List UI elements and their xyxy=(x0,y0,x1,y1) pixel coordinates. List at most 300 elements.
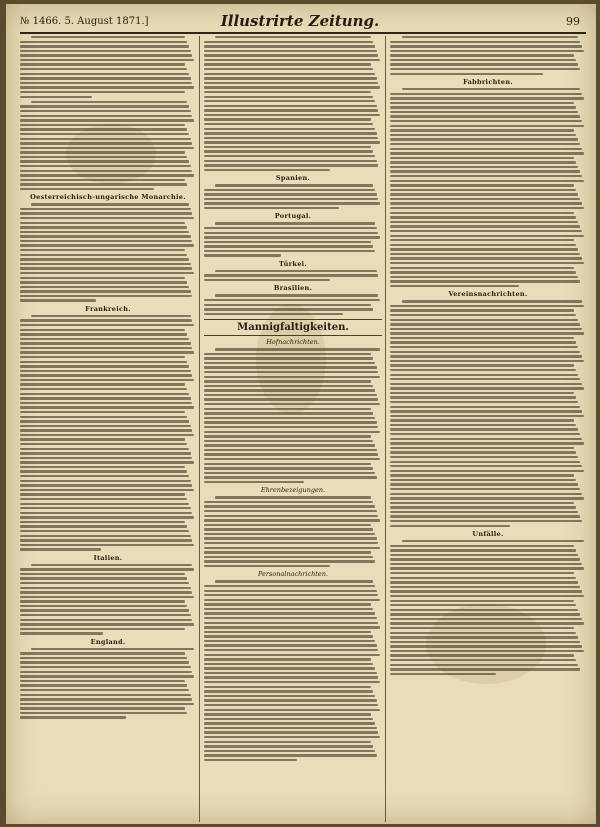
text-line xyxy=(20,45,189,47)
text-block xyxy=(204,184,382,209)
text-line xyxy=(204,453,378,455)
text-line xyxy=(20,91,185,93)
text-line xyxy=(390,68,580,70)
column-divider xyxy=(385,36,386,822)
text-line xyxy=(20,582,189,584)
text-line xyxy=(390,604,576,606)
text-line xyxy=(204,467,373,469)
text-line xyxy=(390,590,582,592)
text-line xyxy=(20,470,187,472)
text-line xyxy=(390,636,578,638)
text-line xyxy=(204,741,371,743)
text-line xyxy=(204,308,373,310)
text-block xyxy=(20,564,196,635)
text-line xyxy=(20,461,194,463)
text-line xyxy=(20,666,191,668)
main-section-heading: Mannigfaltigkeiten. xyxy=(204,319,382,336)
text-line xyxy=(20,86,194,88)
text-line xyxy=(204,45,375,47)
text-line xyxy=(204,274,378,276)
text-block xyxy=(390,36,586,75)
text-line xyxy=(20,628,185,630)
text-line xyxy=(204,398,378,400)
text-line xyxy=(20,347,192,349)
text-line xyxy=(390,609,578,611)
text-line xyxy=(20,183,187,185)
text-line xyxy=(215,184,373,186)
text-line xyxy=(20,489,194,491)
text-line xyxy=(390,673,496,675)
text-line xyxy=(20,661,189,663)
text-line xyxy=(390,271,576,273)
text-line xyxy=(390,622,584,624)
text-block xyxy=(204,36,382,171)
text-line xyxy=(204,59,380,61)
text-line xyxy=(204,649,378,651)
text-line xyxy=(390,581,578,583)
text-line xyxy=(390,424,576,426)
text-line xyxy=(204,376,380,378)
text-line xyxy=(204,594,378,596)
text-line xyxy=(390,659,576,661)
text-line xyxy=(390,253,580,255)
text-line xyxy=(390,323,580,325)
text-line xyxy=(402,540,584,542)
text-line xyxy=(204,617,377,619)
text-line xyxy=(204,476,377,478)
text-line xyxy=(20,379,194,381)
text-line xyxy=(20,370,191,372)
text-line xyxy=(204,68,373,70)
text-line xyxy=(204,169,330,171)
text-line xyxy=(390,506,576,508)
section-heading: Italien. xyxy=(93,553,123,562)
text-line xyxy=(390,115,580,117)
text-line xyxy=(20,684,187,686)
text-line xyxy=(20,54,192,56)
text-line xyxy=(204,537,377,539)
text-line xyxy=(390,668,580,670)
text-line xyxy=(204,426,378,428)
text-line xyxy=(390,341,576,343)
text-line xyxy=(390,54,574,56)
text-block xyxy=(390,300,586,527)
text-line xyxy=(204,731,378,733)
text-line xyxy=(20,420,189,422)
text-line xyxy=(20,544,194,546)
text-line xyxy=(20,516,194,518)
text-line xyxy=(20,475,189,477)
text-line xyxy=(204,362,375,364)
text-line xyxy=(204,565,330,567)
text-line xyxy=(204,371,378,373)
text-line xyxy=(20,716,126,718)
text-line xyxy=(390,563,582,565)
text-line xyxy=(204,250,375,252)
text-line xyxy=(215,222,375,224)
text-line xyxy=(204,389,375,391)
text-line xyxy=(390,166,578,168)
text-line xyxy=(390,392,574,394)
text-block xyxy=(20,101,196,190)
text-line xyxy=(20,573,185,575)
text-line xyxy=(390,239,574,241)
text-line xyxy=(204,515,378,517)
text-line xyxy=(390,451,576,453)
text-line xyxy=(402,36,578,38)
text-line xyxy=(20,703,194,705)
text-line xyxy=(20,41,187,43)
text-line xyxy=(20,429,192,431)
text-line xyxy=(390,351,580,353)
text-line xyxy=(204,599,380,601)
text-line xyxy=(390,161,576,163)
text-line xyxy=(20,138,191,140)
text-line xyxy=(204,524,371,526)
text-line xyxy=(215,270,377,272)
text-line xyxy=(390,360,584,362)
text-line xyxy=(390,170,580,172)
text-line xyxy=(204,505,375,507)
text-line xyxy=(20,188,154,190)
issue-info: № 1466. 5. August 1871.] xyxy=(20,15,149,27)
text-line xyxy=(20,623,194,625)
text-line xyxy=(204,754,377,756)
text-line xyxy=(204,533,375,535)
text-line xyxy=(204,421,377,423)
section-heading: Fabbrichten. xyxy=(463,78,513,87)
text-block xyxy=(20,36,196,98)
subsection-heading: Ehrenbezeigungen. xyxy=(260,486,326,495)
text-line xyxy=(20,657,187,659)
text-line xyxy=(204,412,373,414)
text-line xyxy=(390,558,580,560)
text-line xyxy=(20,351,194,353)
text-line xyxy=(402,300,582,302)
text-line xyxy=(204,189,375,191)
text-line xyxy=(20,124,185,126)
text-line xyxy=(204,299,380,301)
text-line xyxy=(390,221,578,223)
text-line xyxy=(20,277,185,279)
text-line xyxy=(390,438,582,440)
text-block xyxy=(204,294,382,315)
text-line xyxy=(204,458,380,460)
text-line xyxy=(204,193,377,195)
text-line xyxy=(390,428,578,430)
text-line xyxy=(20,619,192,621)
text-line xyxy=(20,530,189,532)
text-line xyxy=(20,342,191,344)
text-line xyxy=(20,675,194,677)
text-line xyxy=(31,203,189,205)
column-2 xyxy=(204,36,382,822)
text-line xyxy=(390,120,582,122)
text-line xyxy=(20,174,194,176)
text-block xyxy=(204,270,382,282)
text-line xyxy=(20,338,189,340)
text-line xyxy=(390,148,582,150)
text-line xyxy=(20,286,189,288)
text-line xyxy=(204,690,373,692)
text-line xyxy=(390,309,574,311)
text-line xyxy=(204,608,373,610)
text-line xyxy=(390,488,580,490)
section-heading: England. xyxy=(90,637,126,646)
section-heading: Spanien. xyxy=(275,174,311,183)
text-line xyxy=(20,652,185,654)
page-number: 99 xyxy=(566,14,581,28)
text-line xyxy=(20,712,187,714)
text-line xyxy=(20,406,194,408)
text-line xyxy=(20,82,192,84)
text-line xyxy=(20,254,187,256)
text-line xyxy=(390,415,584,417)
text-line xyxy=(390,125,584,127)
text-line xyxy=(390,479,576,481)
text-line xyxy=(204,654,380,656)
text-line xyxy=(20,600,185,602)
text-line xyxy=(204,750,375,752)
text-line xyxy=(204,547,380,549)
text-line xyxy=(204,50,377,52)
column-divider xyxy=(199,36,200,822)
text-line xyxy=(31,36,186,38)
text-line xyxy=(204,304,371,306)
subsection-heading: Hofnachrichten. xyxy=(266,338,320,347)
text-line xyxy=(20,170,192,172)
text-line xyxy=(20,503,189,505)
text-line xyxy=(20,591,192,593)
text-line xyxy=(20,671,192,673)
text-line xyxy=(20,324,194,326)
text-line xyxy=(20,231,189,233)
text-line xyxy=(204,86,380,88)
text-line xyxy=(204,463,371,465)
text-line xyxy=(20,267,192,269)
text-line xyxy=(390,515,580,517)
text-line xyxy=(20,457,192,459)
text-line xyxy=(204,236,380,238)
text-line xyxy=(390,285,519,287)
text-line xyxy=(20,548,101,550)
text-line xyxy=(204,279,330,281)
text-line xyxy=(20,217,194,219)
text-line xyxy=(390,332,584,334)
column-1 xyxy=(20,36,196,822)
text-line xyxy=(390,396,576,398)
text-line xyxy=(20,568,194,570)
text-line xyxy=(20,438,185,440)
text-line xyxy=(20,388,187,390)
text-line xyxy=(20,609,189,611)
section-heading: Unfälle. xyxy=(472,529,504,538)
text-line xyxy=(20,160,189,162)
text-line xyxy=(402,88,580,90)
text-line xyxy=(204,676,378,678)
text-line xyxy=(204,551,371,553)
text-line xyxy=(20,448,189,450)
text-line xyxy=(204,672,377,674)
text-line xyxy=(390,586,580,588)
text-line xyxy=(390,152,584,154)
text-line xyxy=(204,435,371,437)
text-line xyxy=(20,694,191,696)
text-line xyxy=(20,115,192,117)
text-line xyxy=(20,142,192,144)
text-line xyxy=(390,470,584,472)
text-line xyxy=(390,483,578,485)
text-line xyxy=(204,245,373,247)
text-line xyxy=(390,554,578,556)
text-line xyxy=(204,667,375,669)
text-line xyxy=(390,244,576,246)
text-line xyxy=(20,596,194,598)
text-line xyxy=(390,447,574,449)
text-line xyxy=(390,280,580,282)
text-line xyxy=(390,129,574,131)
text-line xyxy=(390,276,578,278)
text-line xyxy=(20,272,194,274)
text-block xyxy=(390,540,586,675)
text-line xyxy=(204,695,375,697)
text-line xyxy=(204,709,380,711)
text-line xyxy=(20,263,191,265)
text-line xyxy=(390,138,578,140)
text-line xyxy=(204,380,371,382)
text-line xyxy=(20,222,185,224)
text-line xyxy=(20,156,187,158)
text-line xyxy=(390,257,582,259)
text-line xyxy=(204,128,375,130)
text-line xyxy=(390,664,578,666)
text-line xyxy=(204,385,373,387)
text-line xyxy=(390,143,580,145)
text-line xyxy=(215,294,379,296)
text-line xyxy=(204,137,378,139)
text-line xyxy=(204,727,377,729)
text-line xyxy=(390,73,543,75)
text-line xyxy=(204,681,380,683)
text-line xyxy=(20,493,185,495)
text-line xyxy=(204,227,377,229)
text-line xyxy=(204,82,378,84)
text-line xyxy=(215,348,381,350)
text-line xyxy=(215,496,372,498)
text-line xyxy=(204,254,281,256)
text-line xyxy=(215,36,372,38)
text-line xyxy=(390,406,580,408)
text-line xyxy=(204,585,375,587)
text-line xyxy=(20,512,192,514)
text-line xyxy=(204,202,380,204)
text-line xyxy=(390,346,578,348)
text-line xyxy=(204,198,378,200)
text-line xyxy=(31,564,193,566)
text-line xyxy=(390,567,584,569)
text-line xyxy=(390,502,574,504)
text-line xyxy=(20,240,192,242)
text-line xyxy=(20,393,189,395)
text-line xyxy=(204,528,373,530)
text-line xyxy=(204,77,377,79)
text-line xyxy=(390,364,574,366)
text-line xyxy=(390,267,574,269)
text-line xyxy=(390,93,582,95)
text-line xyxy=(390,442,584,444)
text-line xyxy=(390,641,580,643)
text-line xyxy=(204,164,378,166)
text-line xyxy=(204,313,343,315)
text-line xyxy=(20,507,191,509)
text-line xyxy=(20,411,185,413)
text-line xyxy=(390,545,574,547)
text-line xyxy=(20,587,191,589)
text-line xyxy=(390,474,574,476)
text-line xyxy=(390,184,574,186)
text-line xyxy=(20,333,187,335)
text-line xyxy=(390,577,576,579)
text-line xyxy=(204,722,375,724)
text-line xyxy=(390,383,582,385)
text-line xyxy=(204,118,371,120)
text-line xyxy=(390,632,576,634)
text-line xyxy=(204,519,380,521)
text-line xyxy=(20,365,189,367)
text-line xyxy=(20,383,185,385)
section-heading: Türkei. xyxy=(279,259,307,268)
text-block xyxy=(390,88,586,287)
text-line xyxy=(390,645,582,647)
text-line xyxy=(20,299,96,301)
text-line xyxy=(20,425,191,427)
text-line xyxy=(390,262,584,264)
text-line xyxy=(204,366,377,368)
text-line xyxy=(20,452,191,454)
text-line xyxy=(390,198,580,200)
text-line xyxy=(390,97,584,99)
text-line xyxy=(204,449,377,451)
text-line xyxy=(204,745,373,747)
text-line xyxy=(390,45,582,47)
text-line xyxy=(20,68,187,70)
text-line xyxy=(20,165,191,167)
text-line xyxy=(20,416,187,418)
text-line xyxy=(204,132,377,134)
text-line xyxy=(20,443,187,445)
text-line xyxy=(204,41,373,43)
column-3 xyxy=(390,36,586,822)
text-line xyxy=(31,315,191,317)
text-line xyxy=(204,63,371,65)
text-line xyxy=(390,202,582,204)
text-block xyxy=(20,648,196,719)
text-line xyxy=(204,658,371,660)
text-line xyxy=(390,493,582,495)
text-line xyxy=(204,207,339,209)
text-line xyxy=(204,713,371,715)
text-line xyxy=(390,369,576,371)
text-block xyxy=(204,348,382,483)
text-line xyxy=(390,433,580,435)
text-line xyxy=(204,481,304,483)
text-line xyxy=(390,461,580,463)
text-line xyxy=(390,355,582,357)
section-heading: Oesterreichisch-ungarische Monarchie. xyxy=(30,193,186,202)
text-line xyxy=(204,100,375,102)
text-line xyxy=(390,600,574,602)
text-line xyxy=(20,356,185,358)
